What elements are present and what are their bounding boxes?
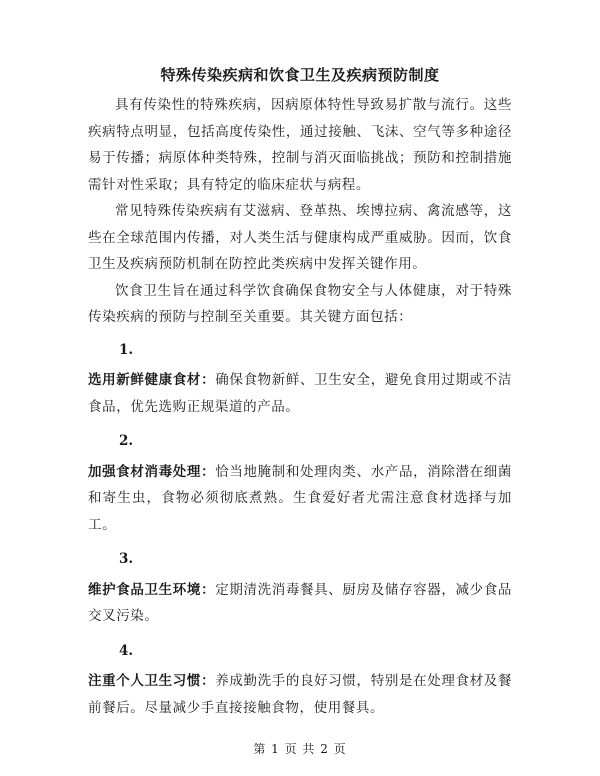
- item-heading: 注重个人卫生习惯：: [88, 673, 216, 689]
- list-item: [88, 638, 512, 722]
- page-number-footer: 第 1 页 共 2 页: [253, 742, 347, 756]
- item-text: 确保食物新鲜、卫生安全，避免食用过期或不洁食品，优先选购正规渠道的产品。: [88, 372, 512, 415]
- item-number: 2.: [119, 433, 134, 449]
- item-heading: 维护食品卫生环境：: [88, 581, 216, 598]
- item-text: 定期清洗消毒餐具、厨房及储存容器，减少食品交叉污染。: [88, 581, 512, 624]
- document-title: 特殊传染疾病和饮食卫生及疾病预防制度: [160, 66, 440, 84]
- item-body: [88, 577, 512, 630]
- item-heading: 加强食材消毒处理：: [88, 463, 216, 480]
- list-item: [88, 428, 512, 538]
- list-item: [88, 337, 512, 421]
- item-body: [88, 367, 512, 420]
- paragraph-intro: 具有传染性的特殊疾病，因病原体特性导致易扩散与流行。这些疾病特点明显，包括高度传染性，通过接触、飞沫、空气等多种途径易于传播；病原体种类特殊，控制与消灭面临挑战；预防和控制措施需针对性采取；具有特定的临床症状与病程。: [88, 97, 512, 193]
- item-heading: 选用新鲜健康食材：: [88, 372, 216, 388]
- item-number: 3.: [119, 551, 134, 567]
- item-body: [88, 459, 512, 539]
- document-content: [88, 64, 512, 729]
- item-text: 恰当地腌制和处理肉类、水产品，消除潜在细菌和寄生虫，食物必须彻底煮熟。生食爱好者尤需注意食材选择与加工。: [88, 463, 512, 533]
- paragraph-food-hygiene: 饮食卫生旨在通过科学饮食确保食物安全与人体健康，对于特殊传染疾病的预防与控制至关重要。其关键方面包括：: [88, 282, 512, 325]
- item-text: 养成勤洗手的良好习惯，特别是在处理食材及餐前餐后。尽量减少手直接接触食物，使用餐具。: [88, 673, 512, 716]
- item-number: 4.: [119, 642, 134, 659]
- item-body: [88, 668, 512, 721]
- item-number: 1.: [119, 341, 134, 358]
- list-item: [88, 546, 512, 630]
- paragraph-common-diseases: 常见特殊传染疾病有艾滋病、登革热、埃博拉病、禽流感等，这些在全球范围内传播，对人类生活与健康构成严重威胁。因而，饮食卫生及疾病预防机制在防控此类疾病中发挥关键作用。: [88, 203, 512, 272]
